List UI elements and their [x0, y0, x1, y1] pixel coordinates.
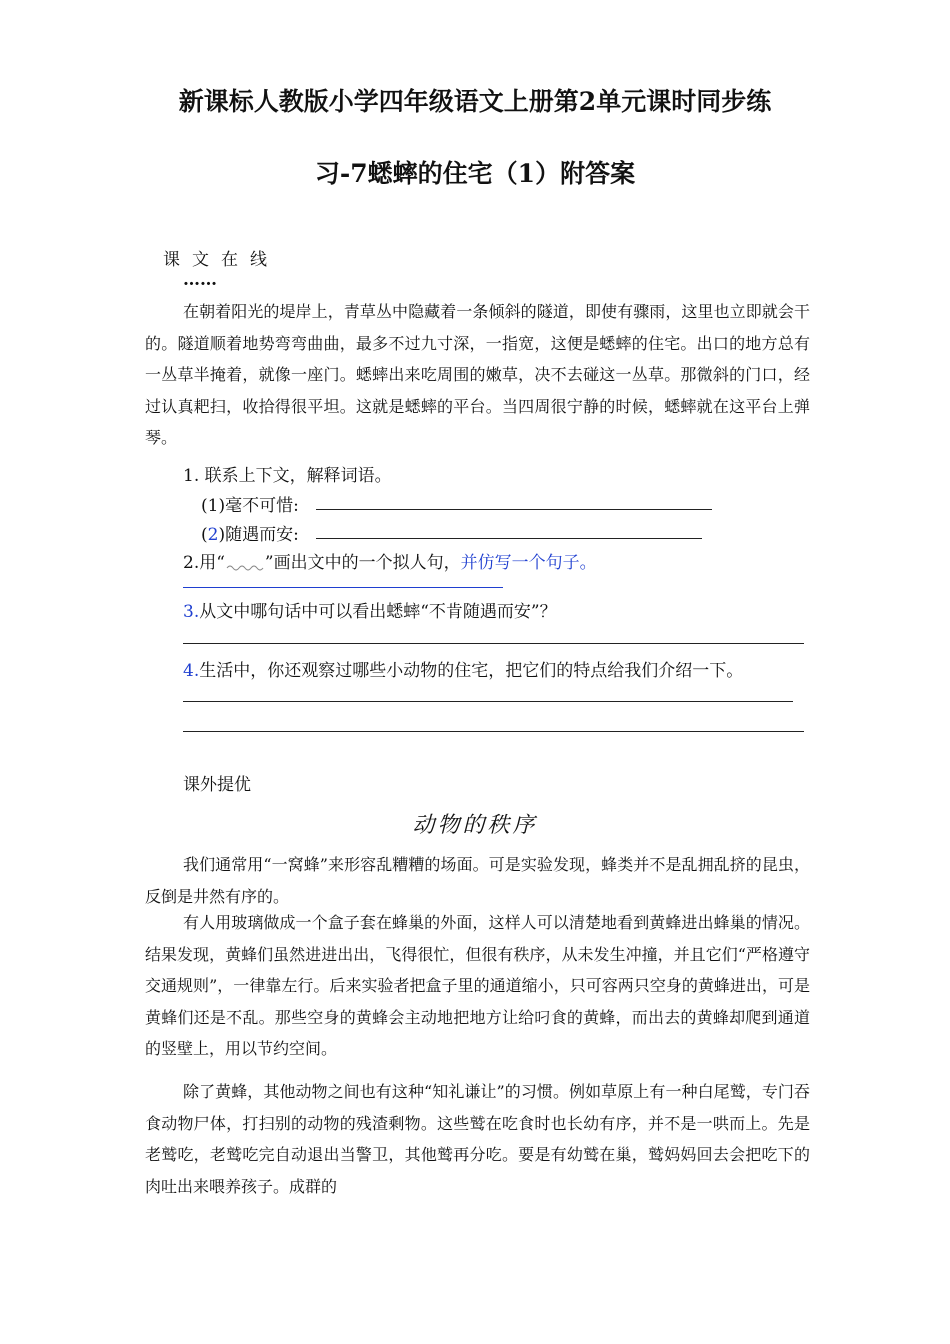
reading-paragraph-2: 有人用玻璃做成一个盒子套在蜂巢的外面，这样人可以清楚地看到黄蜂进出蜂巢的情况。结果发现，黄蜂们虽然进进出出，飞得很忙，但很有秩序，从未发生冲撞，并且它们“严格遵守交通规则”，一律靠左行。后来实验者把盒子里的通道缩小，只可容两只空身的黄蜂进出，可是黄蜂们还是不乱。那些空身的黄蜂会主动地把地方让给叼食的黄蜂，而出去的黄蜂却爬到通道的竖壁上，用以节约空间。	[145, 913, 810, 1059]
question-2	[183, 548, 597, 573]
question-1b-term: )随遇而安:	[218, 525, 299, 545]
question-1a-term: 毫不可惜:	[225, 496, 299, 516]
question-1: 1. 联系上下文，解释词语。	[183, 466, 392, 486]
ellipsis: ……	[183, 270, 217, 290]
question-1b-number: 2	[207, 525, 219, 545]
answer-line-3[interactable]	[183, 643, 804, 644]
section-heading-lesson-online: 课文在线	[163, 250, 279, 270]
reading-paragraph-3: 除了黄蜂，其他动物之间也有这种“知礼谦让”的习惯。例如草原上有一种白尾鹫，专门吞食动物尸体，打扫别的动物的残渣剩物。这些鹫在吃食时也长幼有序，并不是一哄而上。先是老鹫吃，老鹫吃完自动退出当警卫，其他鹫再分吃。要是有幼鹫在巢，鹫妈妈回去会把吃下的肉吐出来喂养孩子。成群的	[145, 1082, 810, 1196]
reading-paragraph-1: 我们通常用“一窝蜂”来形容乱糟糟的场面。可是实验发现，蜂类并不是乱拥乱挤的昆虫，反倒是井然有序的。	[145, 855, 810, 906]
answer-line-2[interactable]	[183, 587, 503, 588]
question-4-text: 生活中，你还观察过哪些小动物的住宅，把它们的特点给我们介绍一下。	[199, 661, 744, 681]
question-1a-number: (1)	[201, 496, 226, 516]
question-4-number: 4.	[183, 661, 200, 681]
question-1a	[201, 491, 299, 516]
question-2-middle: ”画出文中的一个拟人句，	[264, 553, 461, 573]
question-4	[183, 656, 743, 681]
question-2-prefix: 2.用“	[183, 553, 225, 573]
question-3-number: 3.	[183, 602, 200, 622]
question-1b	[201, 520, 299, 545]
document-title-line-2: 习-7蟋蟀的住宅（1）附答案	[314, 159, 636, 188]
question-2-imitate: 并仿写一个句子。	[460, 553, 597, 573]
question-1b-paren: (	[201, 525, 208, 545]
answer-line-1a[interactable]	[316, 509, 712, 510]
document-title-line-1: 新课标人教版小学四年级语文上册第2单元课时同步练	[178, 87, 772, 116]
reading-title: 动物的秩序	[412, 813, 538, 838]
lesson-passage: 在朝着阳光的堤岸上，青草丛中隐藏着一条倾斜的隧道，即使有骤雨，这里也立即就会干的。隧道顺着地势弯弯曲曲，最多不过九寸深，一指宽，这便是蟋蟀的住宅。出口的地方总有一丛草半掩着，就像一座门。蟋蟀出来吃周围的嫩草，决不去碰这一丛草。那微斜的门口，经过认真耙扫，收拾得很平坦。这就是蟋蟀的平台。当四周很宁静的时候，蟋蟀就在这平台上弹琴。	[145, 302, 810, 448]
answer-line-4b[interactable]	[183, 731, 804, 732]
question-3	[183, 597, 557, 622]
question-3-text: 从文中哪句话中可以看出蟋蟀“不肯随遇而安”？	[199, 602, 557, 622]
section-heading-extra-practice: 课外提优	[183, 775, 251, 795]
answer-line-1b[interactable]	[316, 538, 702, 539]
wavy-underline-icon	[225, 557, 265, 567]
answer-line-4a[interactable]	[183, 701, 793, 702]
